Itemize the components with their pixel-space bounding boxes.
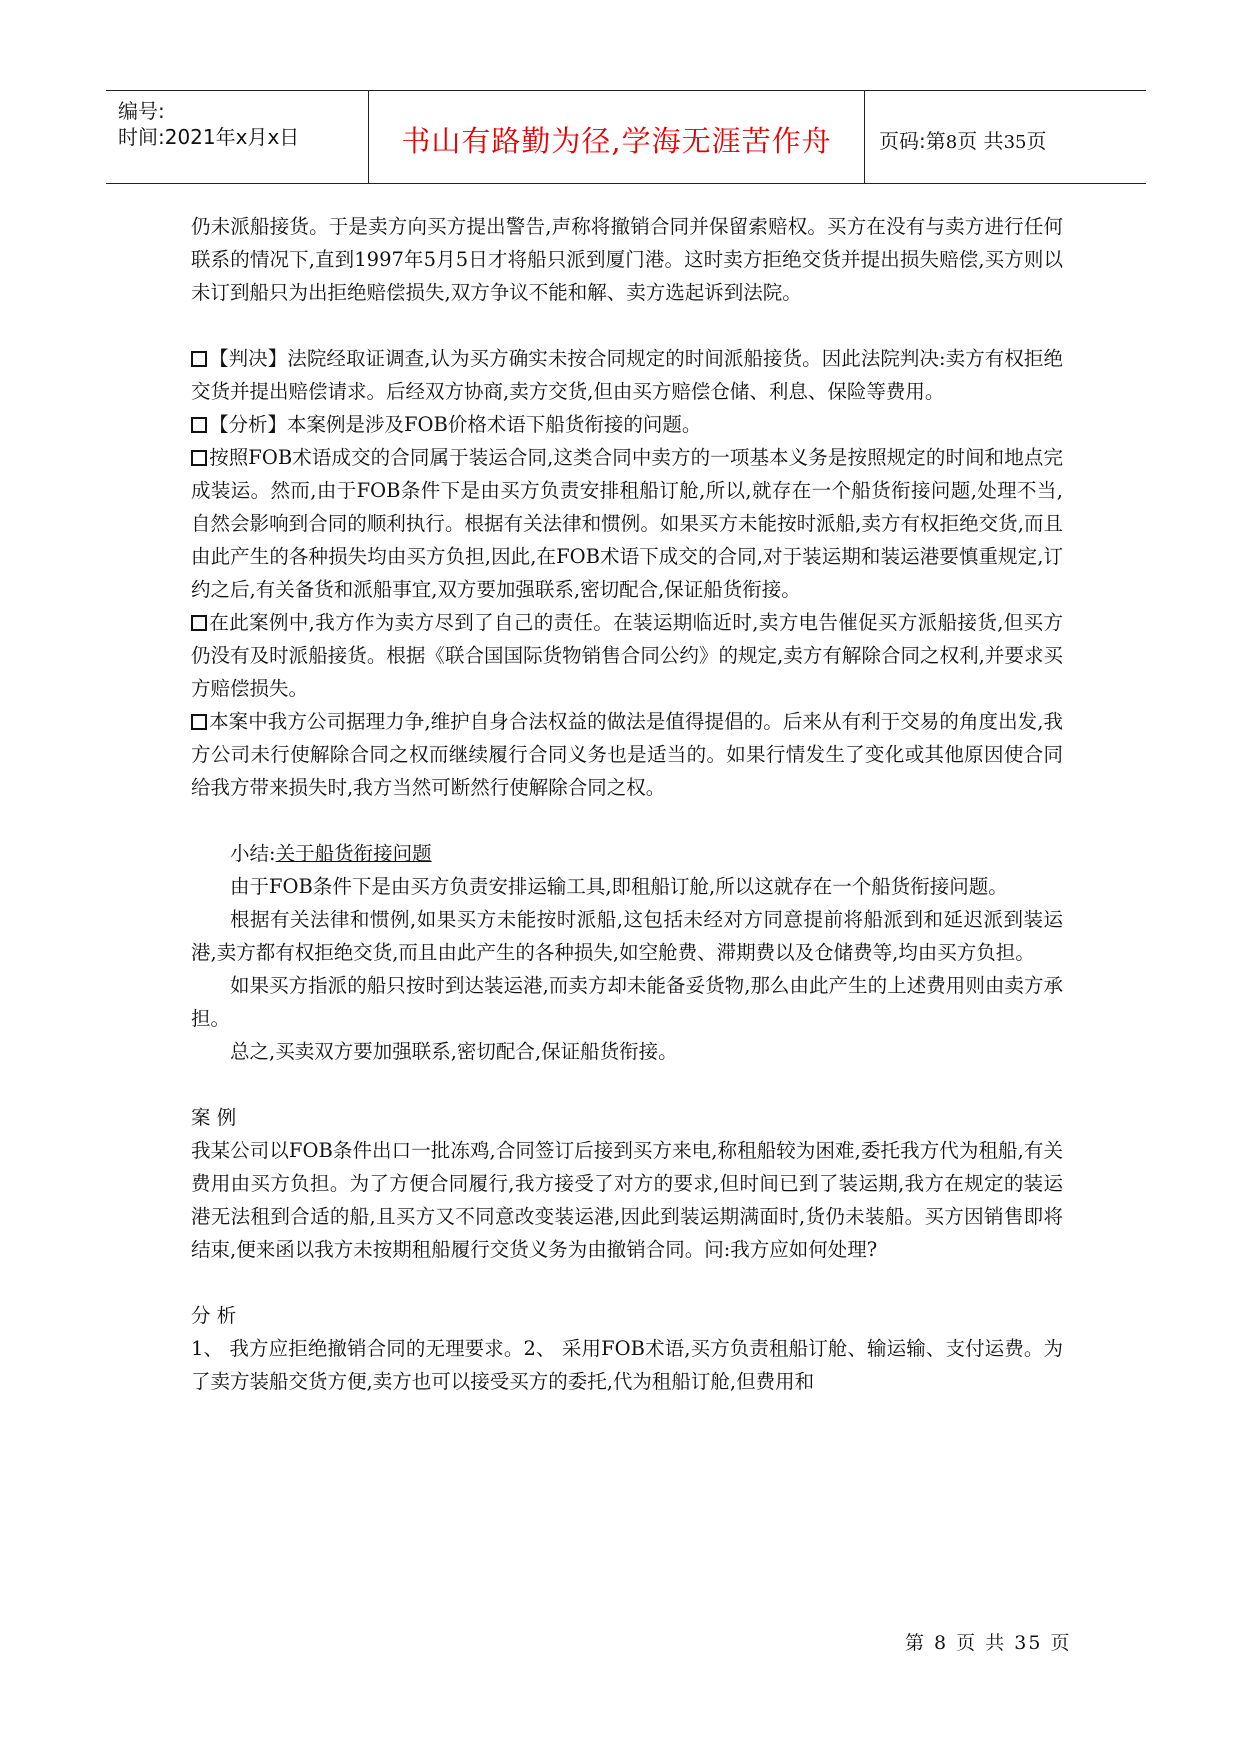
summary-paragraph-1: 由于FOB条件下是由买方负责安排运输工具,即租船订舱,所以这就存在一个船货衔接问题。 [230,875,1008,898]
page-header [106,90,1146,184]
summary-paragraph-4: 总之,买卖双方要加强联系,密切配合,保证船货衔接。 [230,1040,678,1063]
seller-duty-text: 在此案例中,我方作为卖方尽到了自己的责任。在装运期临近时,卖方电告催促买方派船接货,但买方仍没有及时派船接货。根据《联合国国际货物销售合同公约》的规定,卖方有解除合同之权利,并要求买方赔偿损失。 [191,611,1063,700]
checkbox-square-icon [191,615,207,631]
checkbox-square-icon [191,351,207,367]
summary-title: 关于船货衔接问题 [275,842,432,865]
summary-paragraph-3: 如果买方指派的船只按时到达装运港,而卖方却未能备妥货物,那么由此产生的上述费用则由卖方承担。 [191,974,1063,1030]
summary-paragraph-2: 根据有关法律和惯例,如果买方未能按时派船,这包括未经对方同意提前将船派到和延迟派到装运港,卖方都有权拒绝交货,而且由此产生的各种损失,如空舱费、滞期费以及仓储费等,均由买方负担。 [191,908,1063,964]
document-time-label: 时间:2021年x月x日 [118,125,300,149]
checkbox-square-icon [191,417,207,433]
document-body [191,210,1063,1398]
header-middle-cell [369,91,865,183]
paragraph-fob-obligation [191,441,1063,606]
header-right-cell [865,91,1146,183]
case-text: 我某公司以FOB条件出口一批冻鸡,合同签订后接到买方来电,称租船较为困难,委托我方代为租船,有关费用由买方负担。为了方便合同履行,我方接受了对方的要求,但时间已到了装运期,我方在规定的装运港无法租到合适的船,且买方又不同意改变装运港,因此到装运期满面时,货仍未装船。买方因销售即将结束,便来函以我方未按期租船履行交货义务为由撤销合同。问:我方应如何处理? [191,1139,1063,1261]
paragraph-case-facts: 仍未派船接货。于是卖方向买方提出警告,声称将撤销合同并保留索赔权。买方在没有与卖方进行任何联系的情况下,直到1997年5月5日才将船只派到厦门港。这时卖方拒绝交货并提出损失赔偿,买方则以未订到船只为出拒绝赔偿损失,双方争议不能和解、卖方选起诉到法院。 [191,215,1063,304]
paragraph-analysis-intro [191,408,1063,441]
page-prefix: 页码:第 [879,129,946,153]
analysis-text: 1、 我方应拒绝撤销合同的无理要求。2、 采用FOB术语,买方负责租船订舱、输运输、支付运费。为了卖方装船交货方便,卖方也可以接受买方的委托,代为租船订舱,但费用和 [191,1337,1063,1393]
page-middle: 页 共 [957,129,1004,153]
page-footer: 第 8 页 共 35 页 [905,1632,1072,1654]
header-left-cell [106,91,369,183]
paragraph-judgment [191,342,1063,408]
page-total: 35 [1003,132,1027,153]
page-number: 8 [945,132,958,153]
judgment-text: 【判决】法院经取证调查,认为买方确实未按合同规定的时间派船接货。因此法院判决:卖方有权拒绝交货并提出赔偿请求。后经双方协商,卖方交货,但由买方赔偿仓储、利息、保险等费用。 [191,347,1063,403]
page-suffix: 页 [1026,129,1047,153]
document-number-label: 编号: [118,99,165,123]
analysis-intro-text: 【分析】本案例是涉及FOB价格术语下船货衔接的问题。 [209,413,702,436]
analysis-heading: 分 析 [191,1304,237,1327]
case-heading: 案 例 [191,1106,237,1129]
checkbox-square-icon [191,714,207,730]
header-page-indicator [879,125,1046,154]
header-motto: 书山有路勤为径,学海无涯苦作舟 [401,124,832,158]
summary-label: 小结: [230,842,276,865]
fob-obligation-text: 按照FOB术语成交的合同属于装运合同,这类合同中卖方的一项基本义务是按照规定的时间和地点完成装运。然而,由于FOB条件下是由买方负责安排租船订舱,所以,就存在一个船货衔接问题,处理不当,自然会影响到合同的顺利执行。根据有关法律和惯例。如果买方未能按时派船,卖方有权拒绝交货,而且由此产生的各种损失均由买方负担,因此,在FOB术语下成交的合同,对于装运期和装运港要慎重规定,订约之后,有关备货和派船事宜,双方要加强联系,密切配合,保证船货衔接。 [191,446,1063,601]
summary-heading [191,837,1063,870]
paragraph-company-conduct [191,705,1063,804]
company-conduct-text: 本案中我方公司据理力争,维护自身合法权益的做法是值得提倡的。后来从有利于交易的角度出发,我方公司未行使解除合同之权而继续履行合同义务也是适当的。如果行情发生了变化或其他原因使合同给我方带来损失时,我方当然可断然行使解除合同之权。 [191,710,1063,799]
paragraph-seller-duty [191,606,1063,705]
checkbox-square-icon [191,450,207,466]
